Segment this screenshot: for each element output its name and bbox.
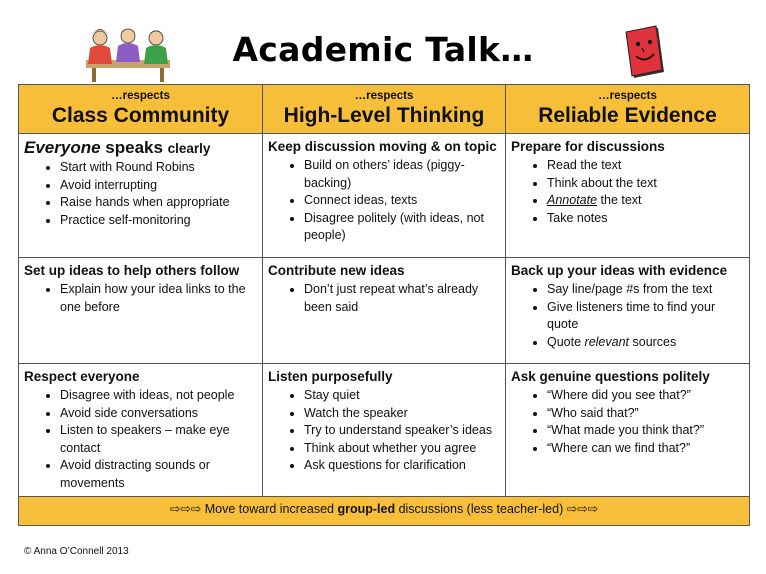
respects-label: …respects: [354, 90, 414, 102]
cell-set-up-ideas: [19, 258, 263, 364]
cell-heading: [24, 138, 257, 158]
cell-heading: Set up ideas to help others follow: [24, 263, 240, 278]
bullet-list: [24, 387, 257, 492]
respects-label: …respects: [111, 90, 170, 102]
list-item-quote-relevant: [547, 334, 744, 352]
column-header-class-community: [19, 85, 263, 134]
bullet-list: [268, 281, 500, 316]
cell-heading: Contribute new ideas: [268, 263, 405, 278]
list-item: • “Where did you see that?”: [547, 387, 744, 405]
list-item: • Watch the speaker: [304, 405, 500, 423]
list-item: • Stay quiet: [304, 387, 500, 405]
cell-contribute-new-ideas: [263, 258, 506, 364]
quote-emphasis: relevant: [584, 334, 630, 349]
bullet-list: [511, 157, 744, 227]
quote-pre: Quote: [547, 334, 585, 349]
cell-keep-discussion-moving: [263, 134, 506, 258]
list-item: • Think about the text: [547, 175, 744, 193]
cell-listen-purposefully: [263, 364, 506, 497]
bullet-list: [24, 281, 257, 316]
column-header-row: [19, 85, 750, 134]
list-item: • Explain how your idea links to the one before: [60, 281, 257, 316]
list-item: • Say line/page #s from the text: [547, 281, 744, 299]
cell-heading: Listen purposefully: [268, 369, 393, 384]
footer-text-post: discussions (less teacher-led): [395, 502, 567, 516]
list-item: • Disagree with ideas, not people: [60, 387, 257, 405]
heading-emphasis: Everyone: [24, 138, 101, 157]
list-item: • “What made you think that?”: [547, 422, 744, 440]
column-header-reliable-evidence: [506, 85, 750, 134]
list-item: • Read the text: [547, 157, 744, 175]
column-title: Class Community: [51, 104, 230, 127]
cell-heading: Prepare for discussions: [511, 139, 665, 154]
annotate-rest: the text: [597, 193, 642, 207]
list-item-annotate: [547, 192, 744, 210]
footer-text-bold: group-led: [337, 502, 396, 516]
list-item: • Take notes: [547, 210, 744, 228]
column-title: High-Level Thinking: [283, 104, 485, 127]
list-item: • Avoid side conversations: [60, 405, 257, 423]
page-title: Academic Talk…: [232, 30, 534, 69]
arrow-right-icon: ⇨⇨⇨: [169, 502, 202, 516]
copyright-notice: © Anna O’Connell 2013: [24, 546, 129, 557]
cell-heading: Ask genuine questions politely: [511, 369, 710, 384]
table-row: [19, 364, 750, 497]
bullet-list: [511, 387, 744, 457]
list-item: • Don’t just repeat what’s already been said: [304, 281, 500, 316]
cell-everyone-speaks-clearly: [19, 134, 263, 258]
list-item: • Disagree politely (with ideas, not people): [304, 210, 500, 245]
list-item: • Raise hands when appropriate: [60, 194, 257, 212]
annotate-emphasis: Annotate: [547, 193, 598, 207]
cell-prepare-for-discussions: [506, 134, 750, 258]
list-item: • Avoid distracting sounds or movements: [60, 457, 257, 492]
bullet-list: [511, 281, 744, 351]
list-item: • Start with Round Robins: [60, 159, 257, 177]
heading-tail: clearly: [167, 141, 211, 156]
column-title: Reliable Evidence: [538, 104, 717, 127]
quote-post: sources: [629, 334, 677, 349]
table-row: [19, 134, 750, 258]
list-item: • Give listeners time to find your quote: [547, 299, 744, 334]
list-item: • “Where can we find that?”: [547, 440, 744, 458]
list-item: • Think about whether you agree: [304, 440, 500, 458]
academic-talk-table: [18, 84, 750, 526]
bullet-list: [24, 159, 257, 229]
column-header-high-level-thinking: [263, 85, 506, 134]
list-item: • Try to understand speaker’s ideas: [304, 422, 500, 440]
list-item: • Build on others’ ideas (piggy-backing): [304, 157, 500, 192]
respects-label: …respects: [598, 90, 657, 102]
list-item: • Avoid interrupting: [60, 177, 257, 195]
page-header: [0, 0, 766, 84]
cell-respect-everyone: [19, 364, 263, 497]
cell-heading: Back up your ideas with evidence: [511, 263, 728, 278]
list-item: • Connect ideas, texts: [304, 192, 500, 210]
cell-heading: Respect everyone: [24, 369, 140, 384]
footer-banner: [19, 497, 750, 526]
table-row: [19, 258, 750, 364]
list-item: • “Who said that?”: [547, 405, 744, 423]
cell-heading: Keep discussion moving & on topic: [268, 139, 497, 154]
bullet-list: [268, 157, 500, 245]
footer-row: [19, 497, 750, 526]
bullet-list: [268, 387, 500, 475]
footer-text-pre: Move toward increased: [201, 502, 338, 516]
heading-middle: speaks: [100, 138, 168, 157]
cell-ask-genuine-questions: [506, 364, 750, 497]
list-item: • Ask questions for clarification: [304, 457, 500, 475]
list-item: • Listen to speakers – make eye contact: [60, 422, 257, 457]
list-item: • Practice self-monitoring: [60, 212, 257, 230]
cell-back-up-ideas: [506, 258, 750, 364]
arrow-right-icon: ⇨⇨⇨: [566, 502, 599, 516]
